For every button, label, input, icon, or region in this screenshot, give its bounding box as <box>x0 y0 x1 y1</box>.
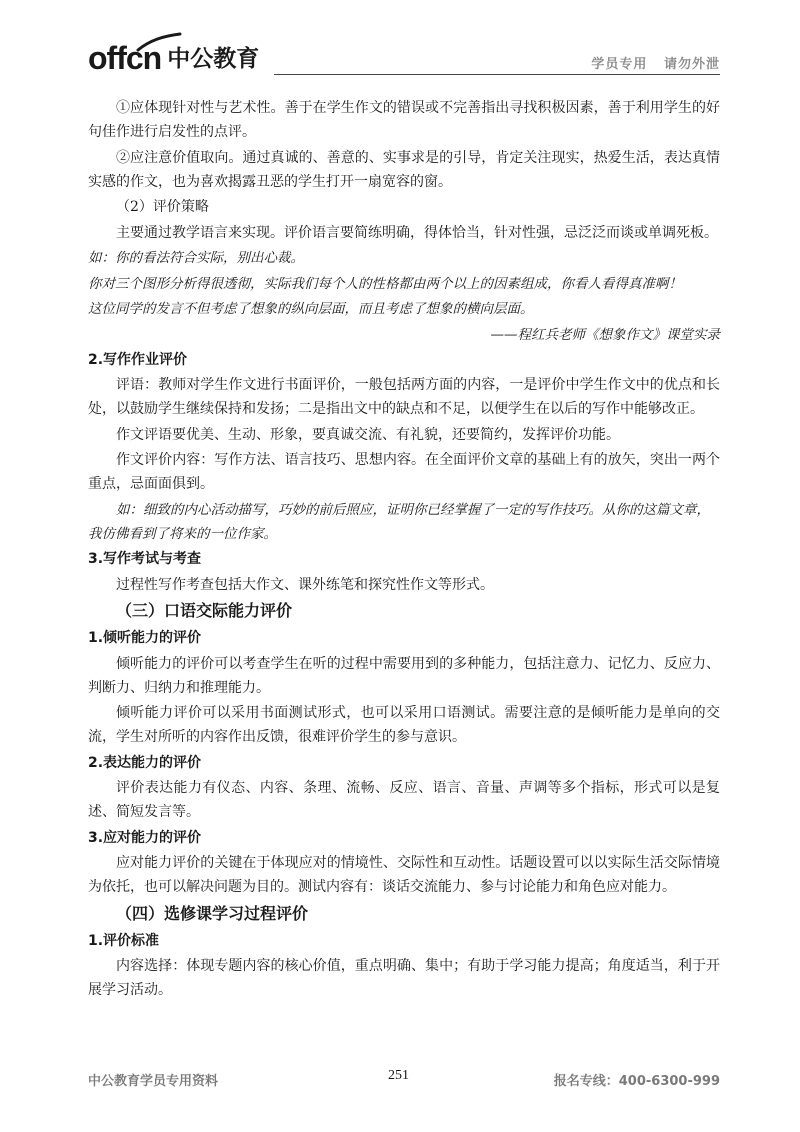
subheading-evaluation-strategy: （2）评价策略 <box>116 199 209 215</box>
page-footer <box>88 1066 720 1090</box>
heading-criteria: 1.评价标准 <box>88 932 160 949</box>
logo-latin-text: offcn <box>88 40 162 76</box>
paragraph-targeted-artistic: ①应体现针对性与艺术性。善于在学生作文的错误或不完善指出寻找积极因素，善于利用学生的好句佳作进行启发性的点评。 <box>88 100 720 140</box>
example-source: ——程红兵老师《想象作文》课堂实录 <box>490 326 720 343</box>
paragraph-evaluation-content: 作文评价内容：写作方法、语言技巧、思想内容。在全面评价文章的基础上有的放矢，突出一两个重点，忌面面俱到。 <box>88 452 720 492</box>
footer-hotline: 报名专线：400-6300-999 <box>553 1074 720 1089</box>
page-content <box>88 96 720 1004</box>
heading-listening: 1.倾听能力的评价 <box>88 630 202 646</box>
logo-chinese-text: 中公教育 <box>167 46 260 72</box>
paragraph-process-assessment: 过程性写作考查包括大作文、课外练笔和探究性作文等形式。 <box>116 576 494 593</box>
header-confidential-tag: 学员专用 请勿外泄 <box>591 57 720 72</box>
paragraph-comments: 评语：教师对学生作文进行书面评价，一般包括两方面的内容，一是评价中学生作文中的优点和长处，以鼓励学生继续保持和发扬；二是指出文中的缺点和不足，以便学生在以后的写作中能够改正。 <box>88 377 720 417</box>
example-quote-3: 这位同学的发言不但考虑了想象的纵向层面，而且考虑了想象的横向层面。 <box>88 301 534 317</box>
heading-oral-communication: （三）口语交际能力评价 <box>116 601 293 620</box>
heading-response: 3.应对能力的评价 <box>88 829 202 846</box>
logo-swoosh-icon <box>136 32 182 52</box>
heading-elective-course: （四）选修课学习过程评价 <box>116 903 309 923</box>
example-quote-2: 你对三个图形分析得很透彻，实际我们每个人的性格都由两个以上的因素组成，你看人看得真准啊！ <box>88 275 682 292</box>
heading-expression: 2.表达能力的评价 <box>88 754 202 771</box>
paragraph-expression-indicators: 评价表达能力有仪态、内容、条理、流畅、反应、语言、音量、声调等多个指标，形式可以是复述、简短发言等。 <box>88 780 720 820</box>
paragraph-listening-testing: 倾听能力评价可以采用书面测试形式，也可以采用口语测试。需要注意的是倾听能力是单向的交流，学生对所听的内容作出反馈，很难评价学生的参与意识。 <box>88 705 720 745</box>
header-rule <box>274 74 720 75</box>
example-quote-4: 如：细致的内心活动描写，巧妙的前后照应，证明你已经掌握了一定的写作技巧。从你的这篇文章，我仿佛看到了将来的一位作家。 <box>88 501 710 542</box>
heading-writing-exam: 3.写作考试与考查 <box>88 551 202 567</box>
paragraph-response-key: 应对能力评价的关键在于体现应对的情境性、交际性和互动性。话题设置可以以实际生活交际情境为依托，也可以解决问题为目的。测试内容有：谈话交流能力、参与讨论能力和角色应对能力。 <box>88 855 720 895</box>
heading-writing-homework: 2.写作作业评价 <box>88 351 188 368</box>
page-header <box>88 40 720 84</box>
paragraph-value-orientation: ②应注意价值取向。通过真诚的、善意的、实事求是的引导，肯定关注现实，热爱生活，表达真情实感的作文，也为喜欢揭露丑恶的学生打开一扇宽容的窗。 <box>88 149 720 190</box>
page-number: 251 <box>388 1068 409 1083</box>
example-quote-1: 如：你的看法符合实际，别出心裁。 <box>88 250 304 266</box>
paragraph-content-selection: 内容选择：体现专题内容的核心价值，重点明确、集中；有助于学习能力提高；角度适当，利于开展学习活动。 <box>88 958 720 998</box>
paragraph-listening-abilities: 倾听能力的评价可以考查学生在听的过程中需要用到的多种能力，包括注意力、记忆力、反应力、判断力、归纳力和推理能力。 <box>88 655 720 696</box>
paragraph-comment-style: 作文评语要优美、生动、形象，要真诚交流、有礼貌，还要简约，发挥评价功能。 <box>116 426 620 443</box>
footer-material-label: 中公教育学员专用资料 <box>88 1074 219 1089</box>
paragraph-teaching-language: 主要通过教学语言来实现。评价语言要简练明确，得体恰当，针对性强，忌泛泛而谈或单调死板。 <box>116 224 718 241</box>
offcn-logo <box>88 42 259 74</box>
